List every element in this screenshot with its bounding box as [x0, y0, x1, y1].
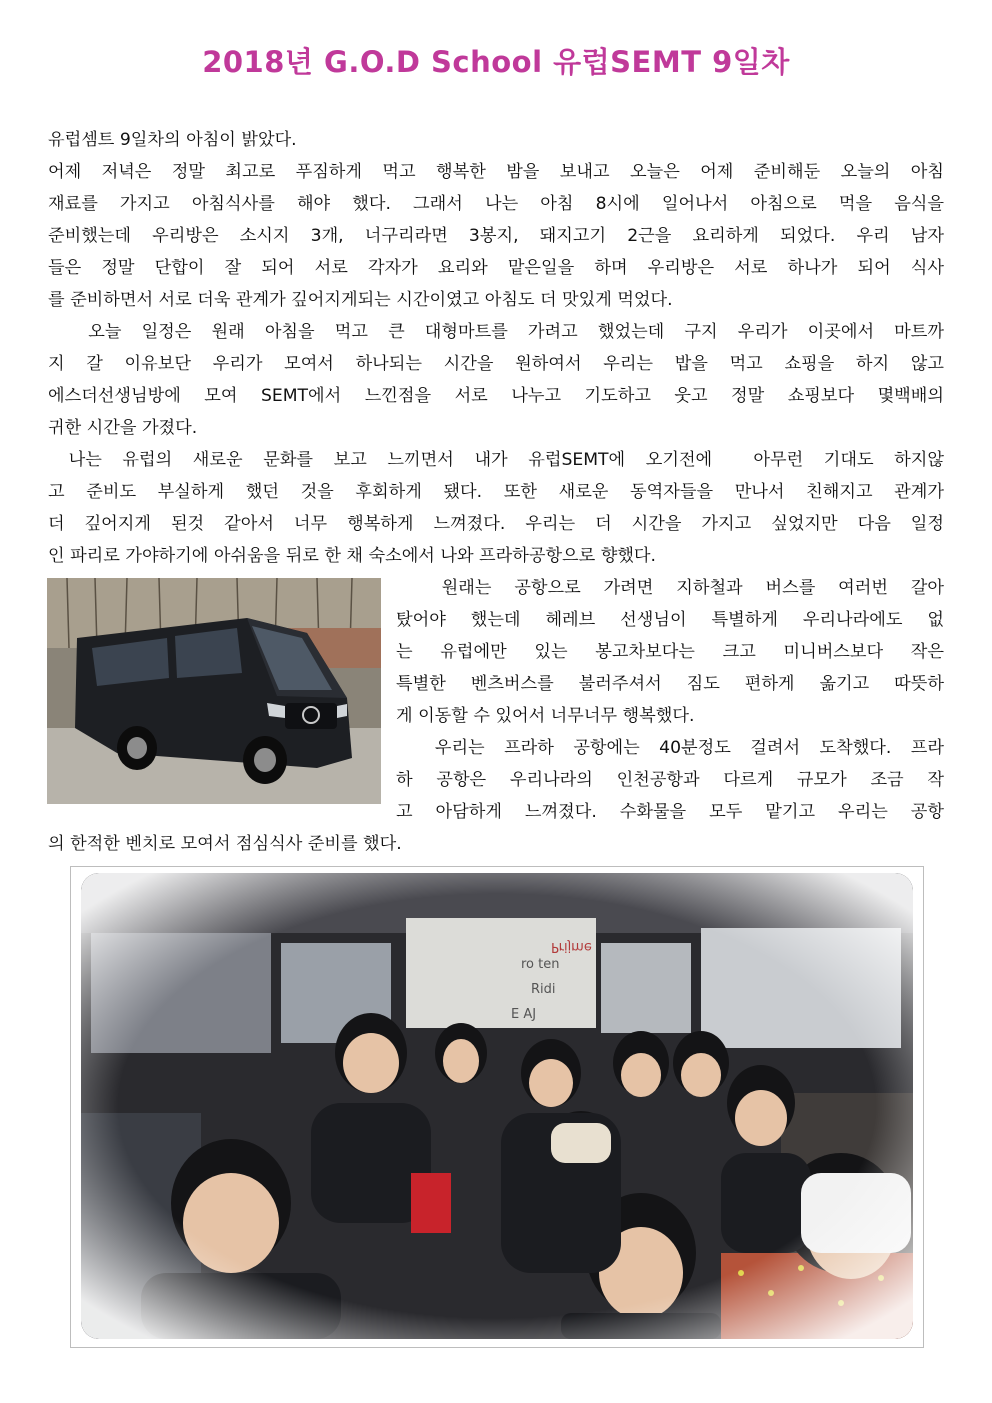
text-line: 고 준비도 부실하게 했던 것을 후회하게 됐다. 또한 새로운 동역자들을 만나서 친해지고 관계가 — [48, 482, 944, 502]
text-line: 오늘 일정은 원래 아침을 먹고 큰 대형마트를 가려고 했었는데 구지 우리가 이곳에서 마트까 — [48, 322, 944, 342]
text-line: 하 공항은 우리나라의 인천공항과 다르게 규모가 조금 작 — [396, 770, 944, 790]
page-title: 2018년 G.O.D School 유럽SEMT 9일차 — [202, 45, 790, 79]
text-line: 지 갈 이유보단 우리가 모여서 하나되는 시간을 원하여서 우리는 밥을 먹고 쇼핑을 하지 않고 — [48, 354, 944, 374]
van-photo — [47, 578, 381, 804]
text-line: 우리는 프라하 공항에는 40분정도 걸려서 도착했다. 프라 — [396, 738, 944, 758]
text-line: 특별한 벤츠버스를 불러주셔서 짐도 편하게 옮기고 따뜻하 — [396, 674, 944, 694]
text-line: 에스더선생님방에 모여 SEMT에서 느낀점을 서로 나누고 기도하고 웃고 정말 쇼핑보다 몇백배의 — [48, 386, 944, 406]
text-line: 준비했는데 우리방은 소시지 3개, 너구리라면 3봉지, 돼지고기 2근을 요리하게 되었다. 우리 남자 — [48, 226, 944, 246]
text-line: 재료를 가지고 아침식사를 해야 했다. 그래서 나는 아침 8시에 일어나서 아침으로 먹을 음식을 — [48, 194, 944, 214]
closing-sentence: 의 한적한 벤치로 모여서 점심식사 준비를 했다. — [48, 834, 402, 854]
text-line: 들은 정말 단합이 잘 되어 서로 각자가 요리와 맡은일을 하며 우리방은 서로 하나가 되어 식사 — [48, 258, 944, 278]
text-line: 탔어야 했는데 헤레브 선생님이 특별하게 우리나라에도 없 — [396, 610, 944, 630]
wrapped-paragraphs — [396, 572, 944, 828]
text-line: 는 유럽에만 있는 봉고차보다는 크고 미니버스보다 작은 — [396, 642, 944, 662]
text-line: 인 파리로 가야하기에 아쉬움을 뒤로 한 채 숙소에서 나와 프라하공항으로 향했다. — [48, 546, 657, 566]
text-line: 고 아담하게 느껴졌다. 수화물을 모두 맡기고 우리는 공항 — [396, 802, 944, 822]
text-line: 더 깊어지게 된것 같아서 너무 행복하게 느껴졌다. 우리는 더 시간을 가지고 싶었지만 다음 일정 — [48, 514, 944, 534]
text-line: 를 준비하면서 서로 더욱 관계가 깊어지게되는 시간이였고 아침도 더 맛있게 먹었다. — [48, 290, 673, 310]
text-line: 나는 유럽의 새로운 문화를 보고 느끼면서 내가 유럽SEMT에 오기전에 아무런 기대도 하지않 — [48, 450, 944, 470]
text-line: 어제 저녁은 정말 최고로 푸짐하게 먹고 행복한 밤을 보내고 오늘은 어제 준비해둔 오늘의 아침 — [48, 162, 944, 182]
text-line: 귀한 시간을 가졌다. — [48, 418, 198, 438]
text-line: 게 이동할 수 있어서 너무너무 행복했다. — [396, 706, 695, 726]
bus-interior-photo — [81, 873, 913, 1339]
bus-photo-frame — [70, 866, 924, 1348]
text-line: 유럽셈트 9일차의 아침이 밝았다. — [48, 130, 297, 150]
body-paragraphs — [48, 124, 944, 572]
text-line: 원래는 공항으로 가려면 지하철과 버스를 여러번 갈아 — [396, 578, 944, 598]
